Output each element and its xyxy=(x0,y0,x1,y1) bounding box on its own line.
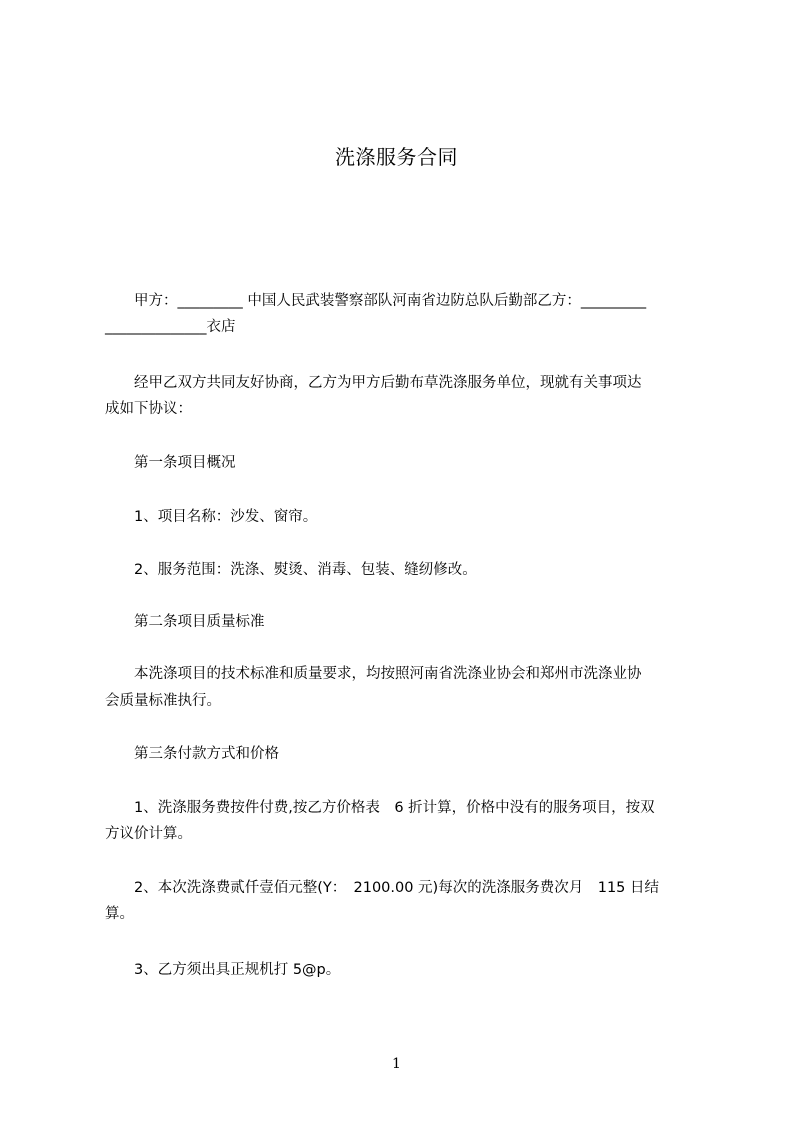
party-line-continued: ______________衣店 xyxy=(105,319,236,335)
article-3-heading: 第三条付款方式和价格 xyxy=(105,746,279,762)
article-2-heading: 第二条项目质量标准 xyxy=(105,614,265,630)
article-2-paragraph: 本洗涤项目的技术标准和质量要求，均按照河南省洗涤业协会和郑州市洗涤业协 xyxy=(105,666,642,682)
preamble-paragraph: 经甲乙双方共同友好协商，乙方为甲方后勤布草洗涤服务单位，现就有关事项达 xyxy=(105,375,642,391)
document-title: 洗涤服务合同 xyxy=(335,145,458,169)
article-2-paragraph-continued: 会质量标准执行。 xyxy=(105,693,221,709)
article-3-item-2-continued: 算。 xyxy=(105,906,134,922)
article-3-item-3: 3、乙方须出具正规机打 5@p。 xyxy=(105,962,341,978)
page-number: 1 xyxy=(392,1056,401,1072)
article-3-item-1-continued: 方议价计算。 xyxy=(105,826,192,842)
article-1-heading: 第一条项目概况 xyxy=(105,455,236,471)
party-line: 甲方：_________ 中国人民武装警察部队河南省边防总队后勤部乙方：_________ xyxy=(105,293,647,309)
article-1-item-1: 1、项目名称：沙发、窗帘。 xyxy=(105,509,318,525)
preamble-paragraph-continued: 成如下协议： xyxy=(105,401,192,417)
article-3-item-2: 2、本次洗涤费贰仟壹佰元整(Y： 2100.00 元)每次的洗涤服务费次月 115 日结 xyxy=(105,880,659,896)
article-3-item-1: 1、洗涤服务费按件付费,按乙方价格表 6 折计算，价格中没有的服务项目，按双 xyxy=(105,800,655,816)
article-1-item-2: 2、服务范围：洗涤、熨烫、消毒、包装、缝纫修改。 xyxy=(105,562,477,578)
